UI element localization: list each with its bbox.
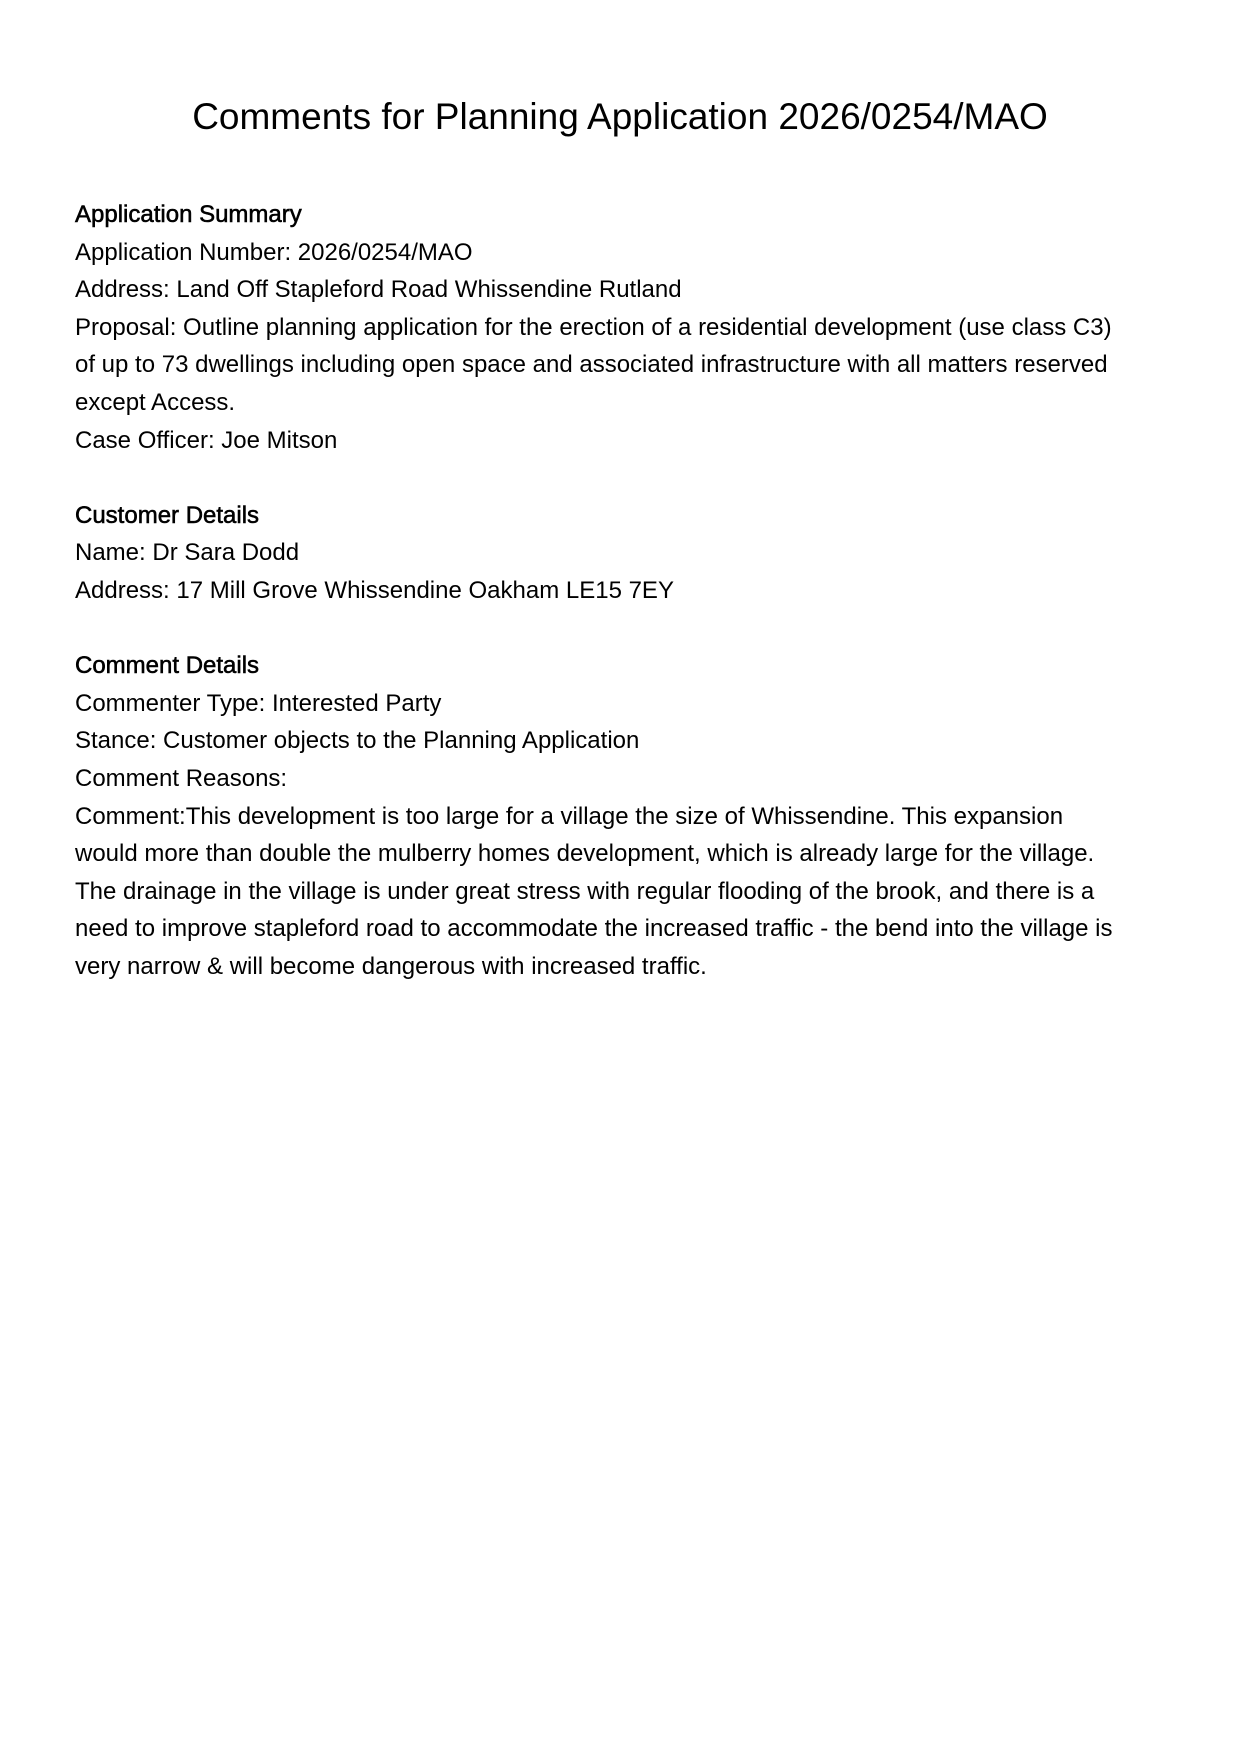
case-officer: Case Officer: Joe Mitson	[75, 426, 338, 454]
proposal-line: of up to 73 dwellings including open space and associated infrastructure with all matters reserved	[75, 351, 1108, 379]
comment-text-line: very narrow & will become dangerous with increased traffic.	[75, 952, 707, 980]
application-summary-heading: Application Summary	[75, 201, 302, 228]
proposal-line: Proposal: Outline planning application for the erection of a residential development (use class C3)	[75, 313, 1112, 341]
comment-stance: Stance: Customer objects to the Planning Application	[75, 727, 640, 755]
application-summary-section	[75, 196, 1175, 459]
application-address: Address: Land Off Stapleford Road Whissendine Rutland	[75, 276, 682, 304]
comment-text-line: need to improve stapleford road to accommodate the increased traffic - the bend into the village is	[75, 915, 1113, 943]
comment-text-line: Comment:This development is too large for a village the size of Whissendine. This expansion	[75, 802, 1064, 830]
customer-details-heading: Customer Details	[75, 501, 260, 529]
proposal-line: except Access.	[75, 388, 236, 416]
page-title: Comments for Planning Application 2026/0254/MAO	[192, 96, 1048, 137]
application-number: Application Number: 2026/0254/MAO	[75, 238, 473, 266]
customer-address: Address: 17 Mill Grove Whissendine Oakham LE15 7EY	[75, 576, 674, 604]
comment-details-section	[75, 647, 1175, 985]
comment-text-line: would more than double the mulberry homes development, which is already large for the village.	[75, 840, 1095, 868]
comment-details-heading: Comment Details	[75, 652, 260, 680]
customer-details-section	[75, 497, 1175, 610]
comment-text-line: The drainage in the village is under great stress with regular flooding of the brook, and there is a	[75, 877, 1095, 905]
commenter-type: Commenter Type: Interested Party	[75, 689, 442, 717]
customer-name: Name: Dr Sara Dodd	[75, 539, 300, 567]
document-body	[75, 196, 1175, 1023]
comment-reasons: Comment Reasons:	[75, 764, 288, 792]
